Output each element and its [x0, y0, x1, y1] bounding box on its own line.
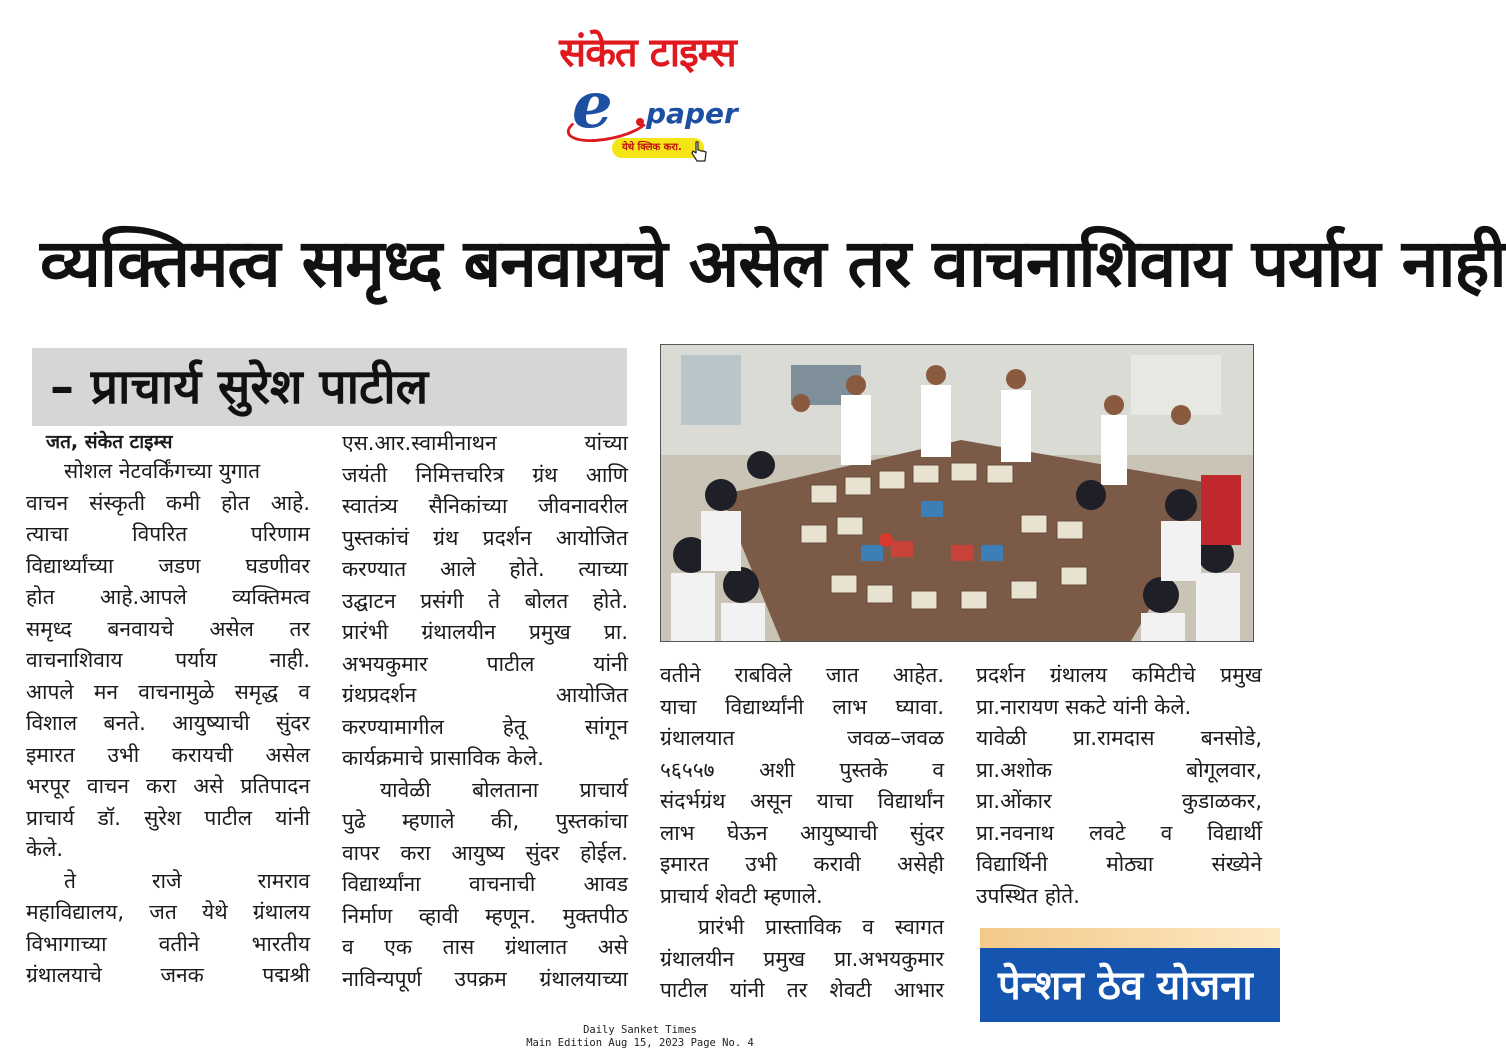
article-line: आपले मन वाचनामुळे समृद्ध व: [26, 679, 310, 704]
hand-pointer-icon: [690, 140, 708, 164]
article-line: महाविद्यालय, जत येथे ग्रंथालय: [26, 900, 310, 924]
article-column-1: [26, 428, 310, 992]
article-line: प्रारंभी प्रास्ताविक व स्वागत: [698, 915, 944, 939]
newspaper-logo-title: संकेत टाइम्स: [559, 30, 736, 76]
article-line: प्रा.ओंकार कुडाळकर,: [976, 789, 1262, 813]
article-line: विद्यार्थ्यांच्या जडण घडणीवर: [26, 553, 310, 578]
photo-illustration: [661, 345, 1253, 641]
footer-edition: Main Edition Aug 15, 2023 Page No. 4: [526, 1037, 754, 1049]
article-line: संदर्भग्रंथ असून याचा विद्यार्थांन: [660, 789, 944, 813]
pension-ad-text: पेन्शन ठेव योजना: [998, 963, 1253, 1009]
article-line: विद्यार्थ्यांना वाचनाची आवड: [342, 872, 628, 896]
article-line: वाचन संस्कृती कमी होत आहे.: [26, 490, 310, 515]
article-line: करण्यामागील हेतू सांगून: [342, 714, 628, 739]
article-line: यावेळी बोलताना प्राचार्य: [380, 777, 628, 802]
article-line: होत आहे.आपले व्यक्तिमत्व: [26, 585, 310, 609]
article-line: ते राजे रामराव: [64, 868, 310, 893]
article-line: प्रा.नवनाथ लवटे व विद्यार्थी: [976, 820, 1262, 845]
ad-top-band: [980, 928, 1280, 948]
article-line: याचा विद्यार्थ्यांनी लाभ घ्यावा.: [660, 694, 944, 719]
article-line: ५६५५७ अशी पुस्तके व: [660, 757, 944, 782]
article-line: लाभ घेऊन आयुष्याची सुंदर: [660, 820, 944, 845]
epaper-logo-e: e: [572, 68, 613, 143]
footer-publication: Daily Sanket Times: [583, 1024, 697, 1036]
article-line: उद्घाटन प्रसंगी ते बोलत होते.: [342, 588, 628, 613]
article-line: करण्यात आले होते. त्याच्या: [342, 557, 628, 581]
article-line: वापर करा आयुष्य सुंदर होईल.: [342, 840, 628, 865]
article-dateline: जत, संकेत टाइम्स: [46, 431, 173, 453]
article-line: ग्रंथप्रदर्शन आयोजित: [342, 683, 628, 707]
article-byline: – प्राचार्य सुरेश पाटील: [50, 359, 429, 415]
article-line: सोशल नेटवर्किंगच्या युगात: [64, 459, 261, 483]
article-line: कार्यक्रमाचे प्रासाविक केले.: [342, 746, 544, 770]
article-line: विभागाच्या वतीने भारतीय: [26, 931, 310, 956]
article-line: यावेळी प्रा.रामदास बनसोडे,: [976, 726, 1262, 750]
article-line: विद्यार्थिनी मोठ्या संख्येने: [976, 852, 1262, 876]
click-here-button[interactable]: येथे क्लिक करा.: [612, 138, 704, 158]
article-line: वतीने राबविले जात आहेत.: [660, 663, 944, 687]
article-line: इमारत उभी करावी असेही: [660, 852, 944, 876]
article-line: प्रा.अशोक बोगूलवार,: [976, 757, 1262, 782]
page-footer: [440, 1024, 840, 1050]
epaper-logo-dot: [636, 118, 644, 126]
article-line: ग्रंथालयाचे जनक पद्मश्री: [26, 963, 310, 987]
article-line: निर्माण व्हावी म्हणून. मुक्तपीठ: [342, 903, 628, 928]
article-line: विशाल बनते. आयुष्याची सुंदर: [26, 711, 310, 735]
article-line: अभयकुमार पाटील यांनी: [342, 651, 628, 676]
article-line: व एक तास ग्रंथालात असे: [342, 935, 628, 959]
article-line: पुढे म्हणाले की, पुस्तकांचा: [342, 809, 628, 833]
article-line: ग्रंथालयात जवळ–जवळ: [660, 726, 944, 750]
article-line: प्राचार्य डॉ. सुरेश पाटील यांनी: [26, 805, 310, 830]
article-line: वाचनाशिवाय पर्याय नाही.: [26, 648, 310, 672]
article-headline: व्यक्तिमत्व समृध्द बनवायचे असेल तर वाचनाशिवाय पर्याय नाही: [40, 225, 1506, 302]
article-line: जयंती निमित्तचरित्र ग्रंथ आणि: [342, 462, 628, 487]
article-column-2: [342, 428, 628, 995]
book-exhibition-photo: [660, 344, 1254, 642]
article-line: प्रा.नारायण सकटे यांनी केले.: [976, 694, 1192, 719]
article-line: स्वातंत्र्य सैनिकांच्या जीवनावरील: [342, 494, 628, 518]
article-line: भरपूर वाचन करा असे प्रतिपादन: [26, 774, 310, 798]
article-line: समृध्द बनवायचे असेल तर: [26, 616, 310, 641]
article-column-3: [660, 660, 944, 1007]
article-line: पाटील यांनी तर शेवटी आभार: [660, 978, 944, 1002]
article-column-4: [976, 660, 1262, 912]
article-line: इमारत उभी करायची असेल: [26, 742, 310, 767]
article-line: प्रदर्शन ग्रंथालय कमिटीचे प्रमुख: [976, 663, 1262, 687]
article-line: प्रारंभी ग्रंथालयीन प्रमुख प्रा.: [342, 620, 628, 644]
article-line: त्याचा विपरित परिणाम: [26, 522, 310, 546]
article-line: उपस्थित होते.: [976, 883, 1080, 908]
article-line: पुस्तकांचं ग्रंथ प्रदर्शन आयोजित: [342, 525, 628, 550]
epaper-logo-word: paper: [646, 97, 738, 130]
article-line: प्राचार्य शेवटी म्हणाले.: [660, 883, 823, 908]
article-line: नाविन्यपूर्ण उपक्रम ग्रंथालयाच्या: [342, 966, 628, 991]
article-line: ग्रंथालयीन प्रमुख प्रा.अभयकुमार: [660, 946, 944, 971]
article-line: एस.आर.स्वामीनाथन यांच्या: [342, 431, 628, 455]
article-line: केले.: [26, 837, 64, 861]
